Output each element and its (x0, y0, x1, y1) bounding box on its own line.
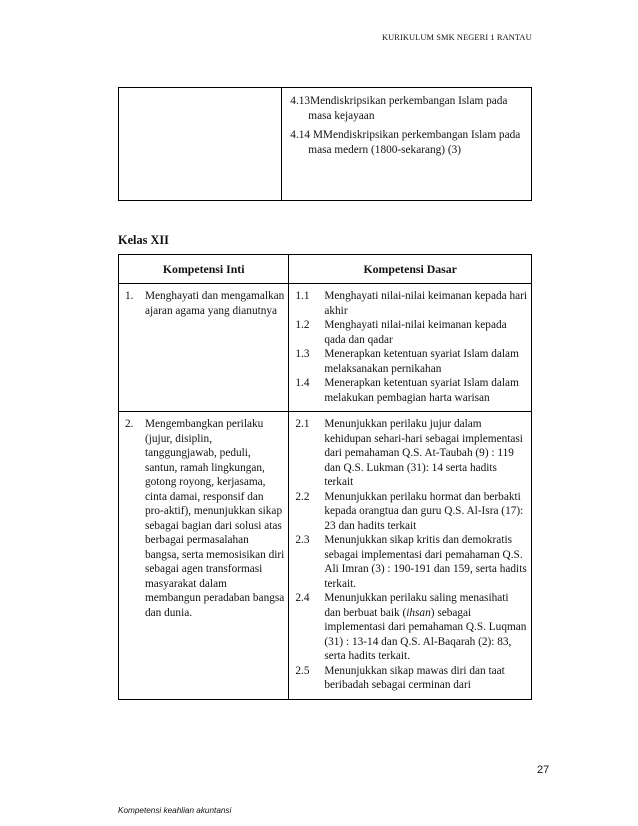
kd-cell (289, 284, 532, 412)
kd-number: 1.4 (295, 377, 310, 389)
kd-text: Menunjukkan sikap mawas diri dan taat beribadah sebagai cerminan dari (324, 664, 505, 691)
kd-text: Menerapkan ketentuan syariat Islam dalam melaksanakan pernikahan (324, 348, 519, 375)
header-kd: Kompetensi Dasar (289, 255, 532, 284)
competency-table (118, 254, 532, 700)
kd-number: 1.2 (295, 319, 310, 331)
kd-text-italic: ihsan (406, 606, 431, 619)
table-row (119, 284, 532, 412)
kd-number: 2.4 (295, 592, 310, 604)
kd-text: Menerapkan ketentuan syariat Islam dalam melakukan pembagian harta warisan (324, 377, 519, 404)
kd-number: 1.3 (295, 348, 310, 360)
ki-text: Mengembangkan perilaku (jujur, disiplin, tanggungjawab, peduli, santun, ramah lingkungan, gotong royong, kerjasama, cinta damai, responsif dan pro-aktif), menunjukkan sikap sebagai bagian dari solusi atas berbagai permasalahan bangsa, serta memosisikan diri sebagai agen transformasi masyarakat dalam membangun peradaban bangsa dan dunia. (145, 418, 285, 619)
kd-number: 1.1 (295, 290, 310, 302)
ki-number: 1. (125, 290, 134, 302)
ki-cell (119, 412, 289, 700)
kd-item (295, 289, 527, 318)
section-title: Kelas XII (118, 233, 169, 247)
continued-table (118, 87, 532, 201)
kd-text: Menunjukkan perilaku hormat dan berbakti kepada orangtua dan guru Q.S. Al-Isra (17): 23 dan hadits terkait (324, 490, 524, 532)
kd-item (295, 591, 527, 664)
ki-cell (119, 284, 289, 412)
table-row (119, 412, 532, 700)
kd-text: Menunjukkan perilaku jujur dalam kehidupan sehari-hari sebagai implementasi dari pemahaman Q.S. At-Taubah (9) : 119 dan Q.S. Lukman (31): 14 serta hadits terkait (324, 418, 523, 488)
kd-item (295, 347, 527, 376)
kd-item (295, 533, 527, 591)
running-header: KURIKULUM SMK NEGERI 1 RANTAU (382, 33, 532, 42)
kd-text-part: Menunjukkan perilaku saling menasihati dan berbuat baik ( (324, 592, 509, 619)
ki-text: Menghayati dan mengamalkan ajaran agama yang dianutnya (145, 290, 285, 317)
table-header-row (119, 255, 532, 284)
kd-item: 4.14 MMendiskripsikan perkembangan Islam pada masa medern (1800-sekarang) (3) (290, 129, 521, 156)
kd-number: 2.2 (295, 490, 310, 503)
kd-item (295, 417, 527, 490)
ki-cell-empty (119, 88, 282, 201)
kd-item: 4.13Mendiskripsikan perkembangan Islam pada masa kejayaan (290, 95, 508, 122)
kd-item (295, 318, 527, 347)
table-row (119, 88, 532, 201)
kd-text: Menghayati nilai-nilai keimanan kepada qada dan qadar (324, 319, 507, 346)
kd-text: Menghayati nilai-nilai keimanan kepada hari akhir (324, 290, 528, 317)
kd-text: Menunjukkan sikap kritis dan demokratis sebagai implementasi dari pemahaman Q.S. Ali Imran (3) : 190-191 dan 159, serta hadits terkait. (324, 534, 527, 590)
header-ki: Kompetensi Inti (119, 255, 289, 284)
page-number: 27 (537, 764, 550, 776)
kd-item (295, 376, 527, 405)
kd-item (295, 490, 527, 534)
kd-cell (282, 88, 532, 201)
kd-item (295, 664, 527, 693)
kd-text-part: ) sebagai implementasi dari pemahaman Q.S. Luqman (31) : 13-14 dan Q.S. Al-Baqarah (2): 83, serta hadits terkait. (324, 606, 527, 662)
kd-text (324, 591, 527, 664)
kd-number: 2.5 (295, 664, 310, 677)
page-footer: Kompetensi keahlian akuntansi (118, 806, 232, 815)
kd-number: 2.3 (295, 534, 310, 546)
kd-number: 2.1 (295, 418, 310, 430)
kd-cell (289, 412, 532, 700)
ki-number: 2. (125, 418, 134, 430)
